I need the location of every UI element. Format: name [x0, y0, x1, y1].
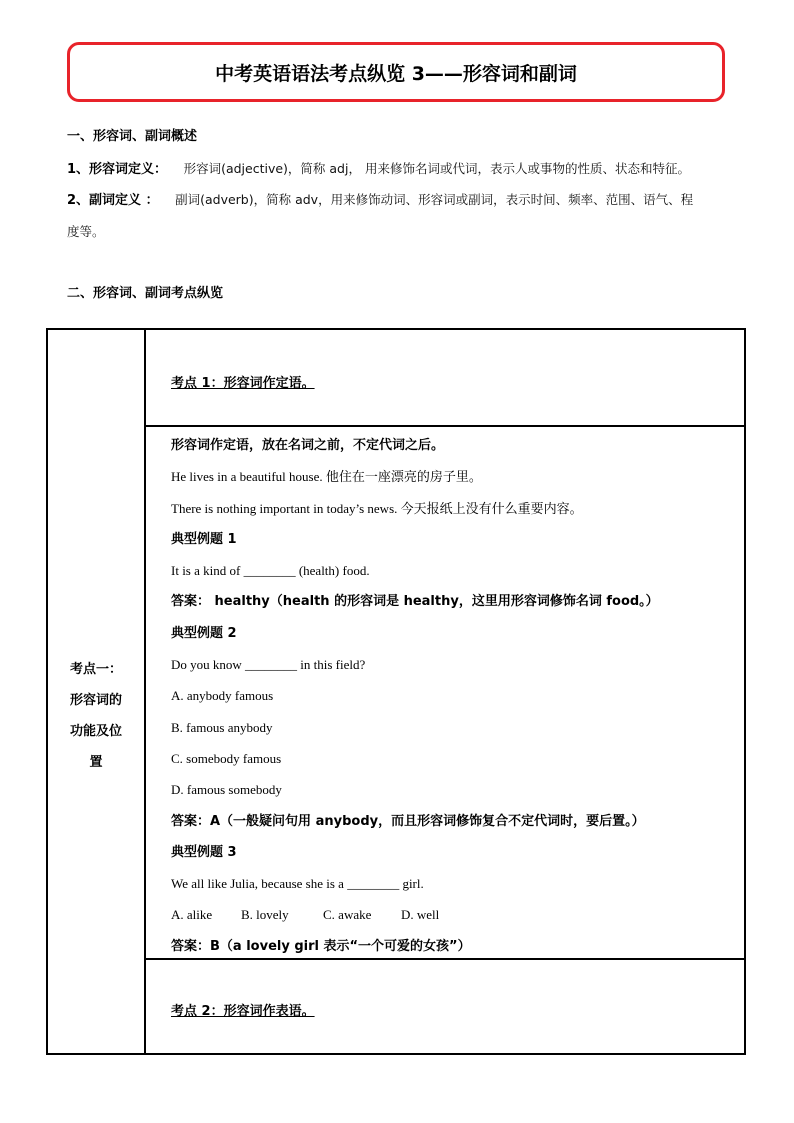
section1-heading: 一、形容词、副词概述	[67, 129, 198, 144]
kaodian1-heading: 考点 1：形容词作定语。	[171, 376, 315, 391]
q2-option-d: D. famous somebody	[171, 782, 282, 798]
q3-option-c: C. awake	[323, 907, 372, 923]
q3-options	[171, 899, 731, 930]
example-1: He lives in a beautiful house. 他住在一座漂亮的房子里。	[171, 469, 482, 485]
q2-answer: 答案：A（一般疑问句用 anybody，而且形容词修饰复合不定代词时，要后置。）	[171, 813, 645, 829]
adj-label: 1、形容词定义：	[67, 162, 168, 177]
adv-text-2: 度等。	[67, 224, 105, 239]
example-2: There is nothing important in today’s news. 今天报纸上没有什么重要内容。	[171, 500, 583, 516]
q3-option-d: D. well	[401, 907, 440, 923]
kaodian1-content	[171, 430, 731, 962]
q3-option-b: B. lovely	[241, 907, 289, 923]
q1-text: It is a kind of ________ (health) food.	[171, 563, 370, 579]
table-divider-1	[144, 425, 744, 427]
adv-definition	[67, 184, 749, 248]
adv-text-1: 副词(adverb)，简称 adv，用来修饰动词、形容词或副词，表示时间、频率、范围、语气、程	[175, 192, 694, 207]
q3-title: 典型例题 3	[171, 844, 237, 860]
kaodian-table	[46, 328, 746, 1055]
left-label: 考点一：形容词的功能及位置	[69, 661, 122, 770]
section2-heading: 二、形容词、副词考点纵览	[67, 286, 224, 301]
title-box	[67, 42, 725, 102]
rule-text: 形容词作定语，放在名词之前，不定代词之后。	[171, 438, 445, 453]
kaodian2-heading: 考点 2：形容词作表语。	[171, 1004, 315, 1019]
q1-answer: 答案： healthy（health 的形容词是 healthy，这里用形容词修饰名词 food。）	[171, 594, 659, 610]
q2-option-b: B. famous anybody	[171, 719, 273, 735]
adv-label: 2、副词定义 ：	[67, 193, 159, 208]
q3-text: We all like Julia, because she is a ________ girl.	[171, 876, 424, 892]
page-title: 中考英语语法考点纵览 3——形容词和副词	[215, 62, 577, 85]
q2-title: 典型例题 2	[171, 625, 237, 641]
adj-definition	[67, 153, 749, 185]
left-label-cell	[48, 330, 144, 1053]
q2-text: Do you know ________ in this field?	[171, 657, 366, 673]
q2-option-a: A. anybody famous	[171, 688, 274, 704]
table-divider-vertical	[144, 330, 146, 1053]
q1-title: 典型例题 1	[171, 531, 237, 547]
q2-option-c: C. somebody famous	[171, 750, 282, 766]
q3-answer: 答案：B（a lovely girl 表示“一个可爱的女孩”）	[171, 938, 471, 954]
adj-text: 形容词(adjective)，简称 adj， 用来修饰名词或代词，表示人或事物的性质、状态和特征。	[183, 161, 690, 176]
q3-option-a: A. alike	[171, 907, 213, 923]
